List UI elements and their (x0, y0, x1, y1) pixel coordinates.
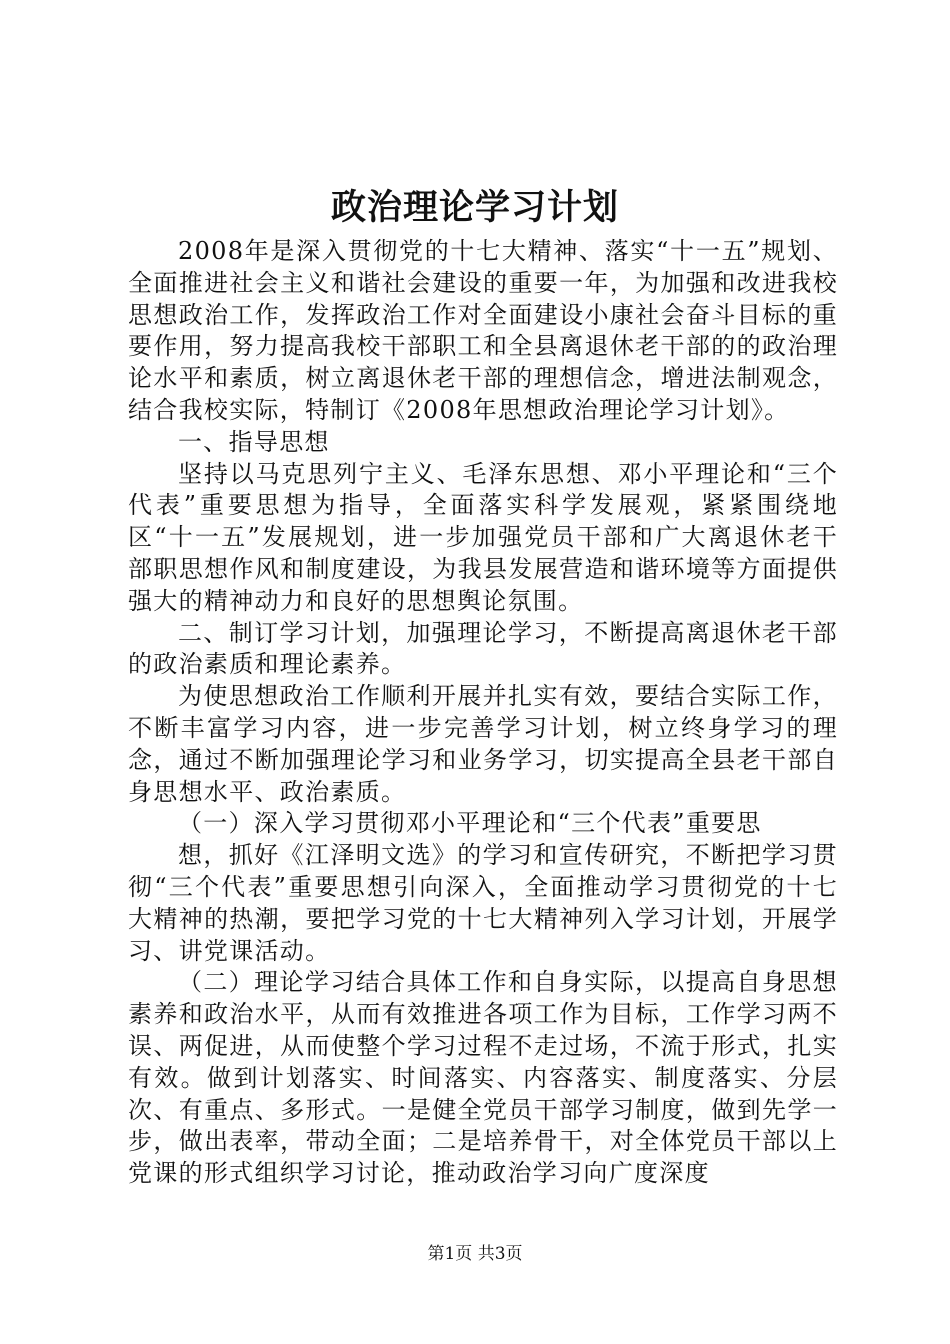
intro-paragraph: 2008年是深入贯彻党的十七大精神、落实“十一五”规划、全面推进社会主义和谐社会建设的重要一年，为加强和改进我校思想政治工作，发挥政治工作对全面建设小康社会奋斗目标的重要作用，努力提高我校干部职工和全县离退休老干部的的政治理论水平和素质，树立离退休老干部的理想信念，增进法制观念，结合我校实际，特制订《2008年思想政治理论学习计划》。 (128, 237, 838, 424)
page-number: 第1页 共3页 (427, 1244, 523, 1264)
subsection-heading-one: （一）深入学习贯彻邓小平理论和“三个代表”重要思 (178, 809, 762, 838)
document-body (128, 236, 838, 1190)
guiding-thought-paragraph: 坚持以马克思列宁主义、毛泽东思想、邓小平理论和“三个代表”重要思想为指导，全面落实科学发展观，紧紧围绕地区“十一五”发展规划，进一步加强党员干部和广大离退休老干部职思想作风和制度建设，为我县发展营造和谐环境等方面提供强大的精神动力和良好的思想舆论氛围。 (128, 459, 838, 615)
document-title: 政治理论学习计划 (330, 187, 619, 228)
subsection-one-paragraph: 想，抓好《江泽明文选》的学习和宣传研究，不断把学习贯彻“三个代表”重要思想引向深入，全面推动学习贯彻党的十七大精神的热潮，要把学习党的十七大精神列入学习计划，开展学习、讲党课活动。 (128, 841, 838, 965)
section-heading-study-plan: 二、制订学习计划，加强理论学习，不断提高离退休老干部的政治素质和理论素养。 (128, 618, 838, 679)
section-heading-guiding-thought: 一、指导思想 (178, 427, 330, 456)
study-plan-paragraph: 为使思想政治工作顺利开展并扎实有效，要结合实际工作，不断丰富学习内容，进一步完善学习计划，树立终身学习的理念，通过不断加强理论学习和业务学习，切实提高全县老干部自身思想水平、政治素质。 (128, 682, 838, 806)
subsection-two-paragraph: （二）理论学习结合具体工作和自身实际，以提高自身思想素养和政治水平，从而有效推进各项工作为目标，工作学习两不误、两促进，从而使整个学习过程不走过场，不流于形式，扎实有效。做到计划落实、时间落实、内容落实、制度落实、分层次、有重点、多形式。一是健全党员干部学习制度，做到先学一步，做出表率，带动全面；二是培养骨干，对全体党员干部以上党课的形式组织学习讨论，推动政治学习向广度深度 (128, 968, 838, 1188)
